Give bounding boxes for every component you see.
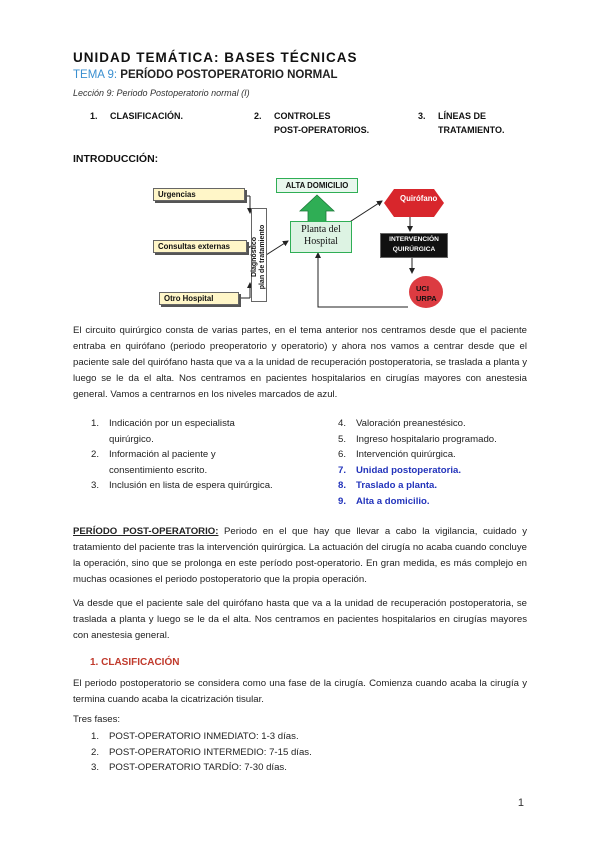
list-item: 2. Información al paciente y consentimiento escrito. <box>91 449 216 476</box>
postop-term: PERÍODO POST-OPERATORIO: <box>73 526 219 537</box>
postop-definition: Periodo en el que hay que llevar a cabo la vigilancia, cuidado y tratamiento del paciente tras la intervención quirúrgica. La actuación del cirugía no acaba cuando concluye la operación, sino que se prolonga en este período post-operatorio. En gran medida, es más complejo en muchas ocasiones el periodo postoperatorio que la propia operación. <box>73 526 527 585</box>
consultas-box: Consultas externas <box>153 240 247 253</box>
planta-hospital-box: Planta del Hospital <box>290 221 352 253</box>
index-item-1: 1. CLASIFICACIÓN. <box>90 111 183 121</box>
plan-label: plan de tratamiento <box>259 224 266 290</box>
clasificacion-paragraph: El periodo postoperatorio se considera como una fase de la cirugía. Comienza cuando acaba la cirugía y termina cuando acaba la cicatrización tisular. <box>73 678 527 705</box>
list-item: 9. Alta a domicilio. <box>338 495 430 507</box>
otro-hospital-box: Otro Hospital <box>159 292 239 305</box>
list-item: 3. Inclusión en lista de espera quirúrgica. <box>91 480 273 492</box>
list-item: 6. Intervención quirúrgica. <box>338 449 456 461</box>
index-item-2: 2. CONTROLES POST-OPERATORIOS. <box>254 111 370 135</box>
urgencias-box: Urgencias <box>153 188 245 201</box>
diagnostico-box <box>251 208 267 302</box>
steps-right-list <box>338 416 538 510</box>
diagnostico-label: Diagnóstico <box>251 236 258 278</box>
list-item: 7. Unidad postoperatoria. <box>338 464 462 476</box>
intro-heading: INTRODUCCIÓN: <box>73 153 159 165</box>
steps-left-list <box>91 416 291 494</box>
list-item: 1. POST-OPERATORIO INMEDIATO: 1-3 días. <box>91 731 299 742</box>
tema-title <box>73 69 338 81</box>
phases-list <box>91 729 391 776</box>
intro-paragraph: El circuito quirúrgico consta de varias partes, en el tema anterior nos centramos desde que el paciente entraba en quirófano (periodo preoperatorio y operatorio) y ahora nos vamos a centrar desde que el paciente sale del quirófano hasta que va a la unidad de recuperación postoperatoria, se traslada a planta y luego se le da el alta. Nos centramos en pacientes hospitalarios en cirugías mayores con anestesia general. Vamos a centrarnos en los niveles marcados de azul. <box>73 325 527 400</box>
lesson-title: Lección 9: Periodo Postoperatorio normal (I) <box>73 88 250 98</box>
tema-label: TEMA 9: <box>73 69 118 81</box>
list-item: 3. POST-OPERATORIO TARDÍO: 7-30 días. <box>91 762 287 774</box>
tema-name: PERÍODO POSTOPERATORIO NORMAL <box>117 69 338 81</box>
section-heading-clasificacion: 1. CLASIFICACIÓN <box>90 657 180 668</box>
alta-domicilio-box: ALTA DOMICILIO <box>276 178 358 193</box>
scope-paragraph: Va desde que el paciente sale del quirófano hasta que va a la unidad de recuperación postoperatoria, se traslada a planta y luego se le da el alta. Nos centramos en pacientes hospitalarios en cirugías mayores con anestesia general. <box>73 598 527 641</box>
postop-paragraph <box>73 524 527 588</box>
tres-fases-label: Tres fases: <box>73 714 121 725</box>
list-item: 1. Indicación por un especialista quirúrgico. <box>91 418 235 445</box>
unit-title: UNIDAD TEMÁTICA: BASES TÉCNICAS <box>73 50 358 65</box>
list-item: 8. Traslado a planta. <box>338 480 438 492</box>
page-number: 1 <box>517 797 524 809</box>
intervencion-box: INTERVENCIÓN QUIRÚRGICA <box>380 233 448 258</box>
quirofano-label: Quirófano <box>400 194 438 203</box>
list-item: 2. POST-OPERATORIO INTERMEDIO: 7-15 días. <box>91 746 312 758</box>
uci-urpa-label: UCI URPA <box>416 284 437 303</box>
list-item: 5. Ingreso hospitalario programado. <box>338 433 497 445</box>
index-item-3: 3. LÍNEAS DE TRATAMIENTO. <box>418 111 505 135</box>
list-item: 4. Valoración preanestésico. <box>338 418 466 429</box>
